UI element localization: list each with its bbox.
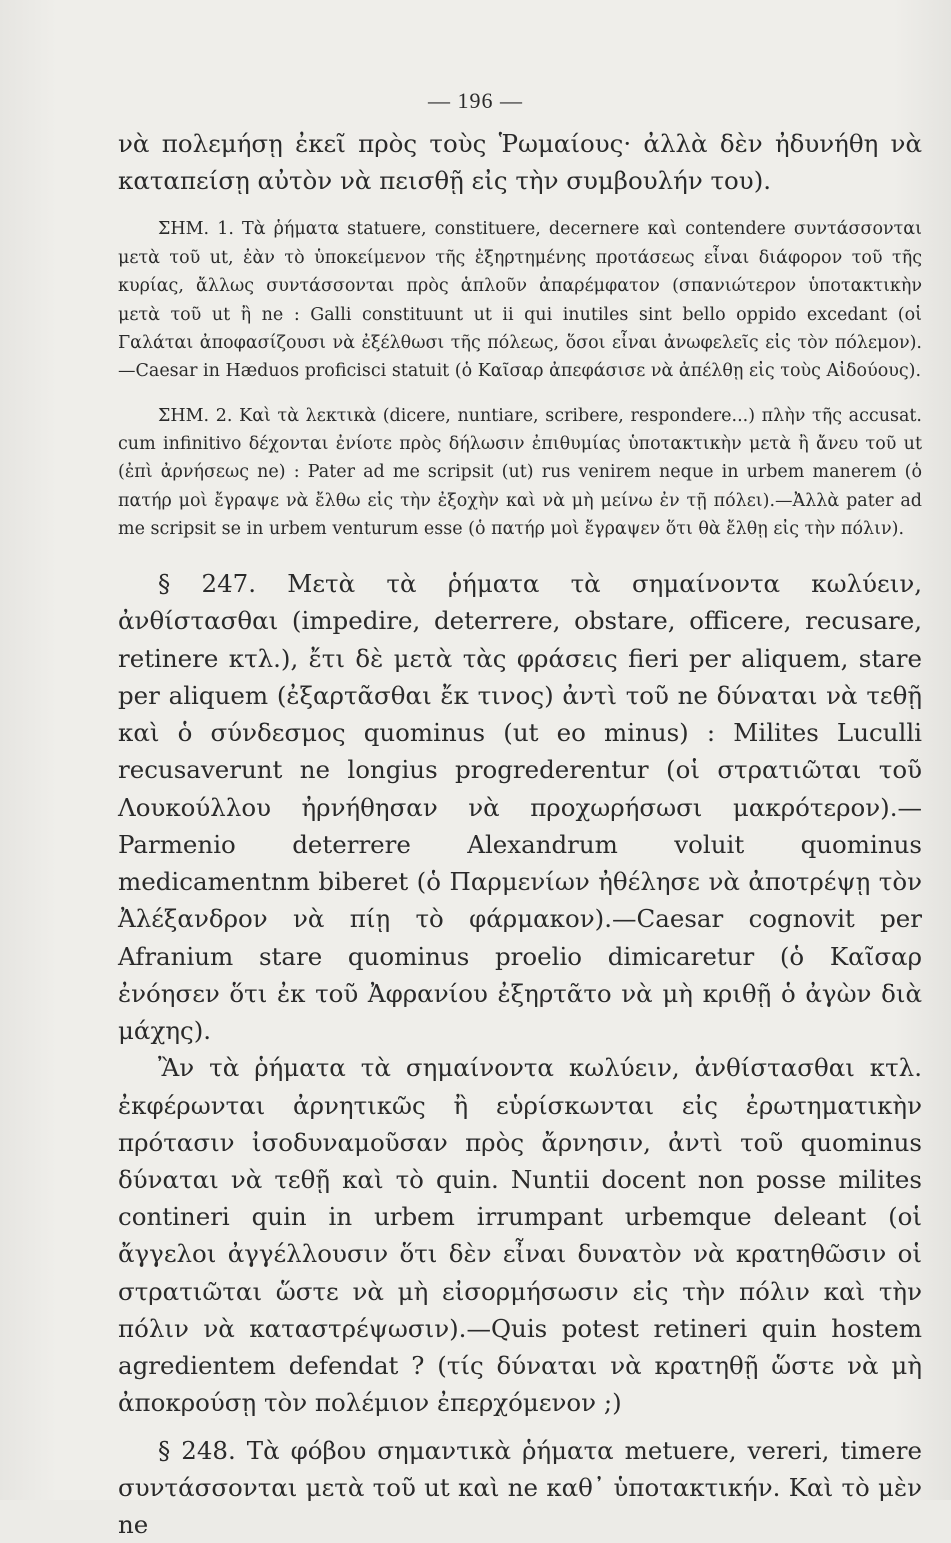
intro-paragraph: νὰ πολεμήσῃ ἐκεῖ πρὸς τοὺς Ῥωμαίους· ἀλλὰ δὲν ἠδυνήθη νὰ καταπείσῃ αὐτὸν νὰ πεισθῇ εἰς τὴν συμβουλήν του).: [118, 129, 922, 196]
page-number: — 196 —: [428, 88, 523, 113]
page-body: [118, 125, 922, 1543]
note-1-paragraph: ΣΗΜ. 1. Τὰ ῥήματα statuere, constituere, decernere καὶ contendere συντάσσονται μετὰ τοῦ ut, ἐὰν τὸ ὑποκείμενον τῆς ἐξηρτημένης προτάσεως εἶναι διάφορον τοῦ τῆς κυρίας, ἄλλως συντάσσονται πρὸς ἁπλοῦν ἀπαρέμφατον (σπανιώτερον ὑποτακτικὴν μετὰ τοῦ ut ἢ ne : Galli constituunt ut ii qui inutiles sint bello oppido excedant (οἱ Γαλάται ἀποφασίζουσι νὰ ἐξέλθωσι τῆς πόλεως, ὅσοι εἶναι ἀνωφελεῖς εἰς τὸν πόλεμον).—Caesar in Hæduos proficisci statuit (ὁ Καῖσαρ ἀπεφάσισε νὰ ἀπέλθῃ εἰς τοὺς Αἰδούους).: [118, 219, 922, 382]
section-247-paragraph: § 247. Μετὰ τὰ ῥήματα τὰ σημαίνοντα κωλύειν, ἀνθίστασθαι (impedire, deterrere, obstare, officere, recusare, retinere κτλ.), ἔτι δὲ μετὰ τὰς φράσεις fieri per aliquem, stare per aliquem (ἐξαρτᾶσθαι ἔκ τινος) ἀντὶ τοῦ ne δύναται νὰ τεθῇ καὶ ὁ σύνδεσμος quominus (ut eo minus) : Milites Luculli recusaverunt ne longius progrederentur (οἱ στρατιῶται τοῦ Λουκούλλου ἠρνήθησαν νὰ προχωρήσωσι μακρότερον).—Parmenio deterrere Alexandrum voluit quominus medicamentnm biberet (ὁ Παρμενίων ἠθέλησε νὰ ἀποτρέψῃ τὸν Ἀλέξανδρον νὰ πίῃ τὸ φάρμακον).—Caesar cognovit per Afranium stare quominus proelio dimicaretur (ὁ Καῖσαρ ἐνόησεν ὅτι ἐκ τοῦ Ἀφρανίου ἐξηρτᾶτο νὰ μὴ κριθῇ ὁ ἀγὼν διὰ μάχης).: [118, 569, 922, 1046]
section-248-paragraph: § 248. Τὰ φόβου σημαντικὰ ῥήματα metuere, vereri, timere συντάσσονται μετὰ τοῦ ut καὶ ne καθ᾿ ὑποτακτικήν. Καὶ τὸ μὲν ne: [118, 1435, 922, 1540]
note-2-paragraph: ΣΗΜ. 2. Καὶ τὰ λεκτικὰ (dicere, nuntiare, scribere, respondere...) πλὴν τῆς accusat. cum infinitivo δέχονται ἐνίοτε πρὸς δήλωσιν ἐπιθυμίας ὑποτακτικὴν μετὰ ἢ ἄνευ τοῦ ut (ἐπὶ ἀρνήσεως ne) : Pater ad me scripsit (ut) rus venirem neque in urbem manerem (ὁ πατήρ μοὶ ἔγραψε νὰ ἔλθω εἰς τὴν ἐξοχὴν καὶ νὰ μὴ μείνω ἐν τῇ πόλει).—Ἀλλὰ pater ad me scripsit se in urbem venturum esse (ὁ πατήρ μοὶ ἔγραψεν ὅτι θὰ ἔλθῃ εἰς τὴν πόλιν).: [118, 405, 922, 539]
quin-paragraph: Ἂν τὰ ῥήματα τὰ σημαίνοντα κωλύειν, ἀνθίστασθαι κτλ. ἐκφέρωνται ἀρνητικῶς ἢ εὑρίσκωνται εἰς ἐρωτηματικὴν πρότασιν ἰσοδυναμοῦσαν πρὸς ἄρνησιν, ἀντὶ τοῦ quominus δύναται νὰ τεθῇ καὶ τὸ quin. Nuntii docent non posse milites contineri quin in urbem irrumpant urbemque deleant (οἱ ἄγγελοι ἀγγέλλουσιν ὅτι δὲν εἶναι δυνατὸν νὰ κρατηθῶσιν οἱ στρατιῶται ὥστε νὰ μὴ εἰσορμήσωσιν εἰς τὴν πόλιν καὶ τὴν πόλιν νὰ καταστρέψωσιν).—Quis potest retineri quin hostem agredientem defendat ? (τίς δύναται νὰ κρατηθῇ ὥστε νὰ μὴ ἀποκρούσῃ τὸν πολέμιον ἐπερχόμενον ;): [118, 1053, 922, 1418]
